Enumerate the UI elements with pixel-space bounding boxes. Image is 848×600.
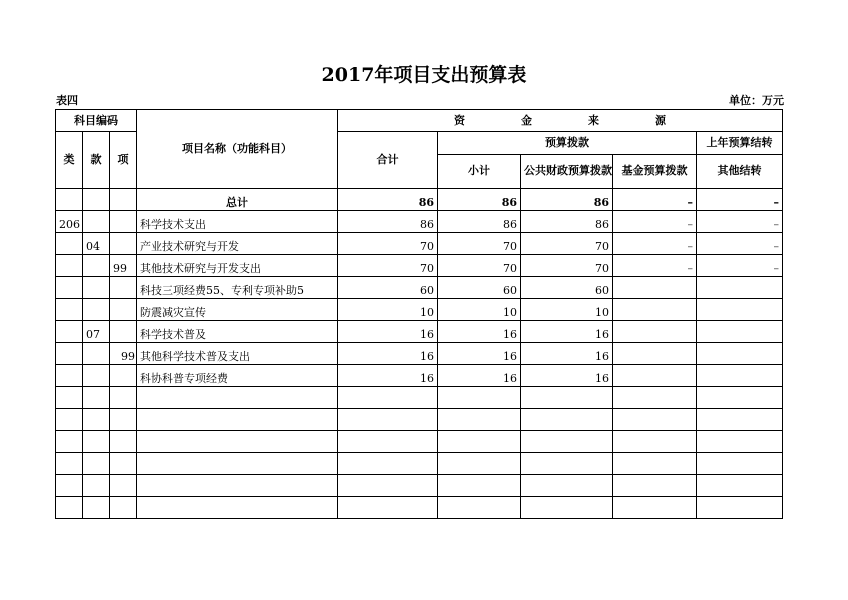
- xiang-cell: 99: [110, 343, 137, 365]
- total-cell: 16: [338, 321, 438, 343]
- fund-budget-cell: –: [613, 233, 697, 255]
- item-name-cell: 其他技术研究与开发支出: [137, 255, 338, 277]
- lei-cell: 206: [56, 211, 83, 233]
- table-row: [56, 299, 783, 321]
- lei-cell: [56, 299, 83, 321]
- total-cell: 70: [338, 233, 438, 255]
- other-carryover-cell: [697, 431, 783, 453]
- kuan-cell: [83, 475, 110, 497]
- xiang-cell: [110, 453, 137, 475]
- subtotal-cell: 60: [438, 277, 521, 299]
- xiang-cell: [110, 233, 137, 255]
- kuan-cell: [83, 409, 110, 431]
- fund-budget-cell: [613, 365, 697, 387]
- xiang-header: 项: [110, 132, 137, 189]
- xiang-cell: [110, 409, 137, 431]
- other-carryover-cell: [697, 453, 783, 475]
- table-row: [56, 431, 783, 453]
- other-carryover-cell: [697, 277, 783, 299]
- lei-cell: [56, 321, 83, 343]
- subtotal-cell: 70: [438, 233, 521, 255]
- other-carryover-cell: [697, 299, 783, 321]
- other-carryover-cell: [697, 475, 783, 497]
- fund-budget-cell: –: [613, 255, 697, 277]
- kuan-cell: [83, 277, 110, 299]
- table-row: [56, 255, 783, 277]
- other-carryover-cell: [697, 409, 783, 431]
- total-cell: [338, 387, 438, 409]
- kuan-cell: [83, 211, 110, 233]
- fund-budget-cell: –: [613, 211, 697, 233]
- public-finance-cell: 70: [521, 255, 613, 277]
- total-cell: [338, 409, 438, 431]
- fund-budget-cell: [613, 431, 697, 453]
- fund-budget-cell: [613, 299, 697, 321]
- subtotal-cell: [438, 409, 521, 431]
- public-finance-cell: [521, 409, 613, 431]
- lei-cell: [56, 409, 83, 431]
- item-name-cell: [137, 475, 338, 497]
- total-cell: 60: [338, 277, 438, 299]
- other-carryover-cell: –: [697, 189, 783, 211]
- fund-budget-cell: [613, 453, 697, 475]
- item-name-cell: 总计: [137, 189, 338, 211]
- total-header: 合计: [338, 132, 438, 189]
- fund-budget-cell: [613, 409, 697, 431]
- table-row: [56, 387, 783, 409]
- kuan-cell: [83, 365, 110, 387]
- public-finance-cell: [521, 453, 613, 475]
- subtotal-cell: 10: [438, 299, 521, 321]
- other-carryover-cell: [697, 343, 783, 365]
- xiang-cell: [110, 277, 137, 299]
- total-cell: [338, 497, 438, 519]
- item-name-cell: [137, 497, 338, 519]
- subtotal-cell: 16: [438, 321, 521, 343]
- table-row: [56, 277, 783, 299]
- lei-header: 类: [56, 132, 83, 189]
- lei-cell: [56, 365, 83, 387]
- xiang-cell: [110, 211, 137, 233]
- item-name-cell: [137, 387, 338, 409]
- table-row: [56, 365, 783, 387]
- public-finance-cell: [521, 387, 613, 409]
- public-finance-cell: [521, 497, 613, 519]
- kuan-cell: 07: [83, 321, 110, 343]
- item-name-cell: 产业技术研究与开发: [137, 233, 338, 255]
- table-row: [56, 409, 783, 431]
- fund-budget-cell: [613, 497, 697, 519]
- budget-allocation-header: 预算拨款: [438, 132, 697, 155]
- subtotal-cell: [438, 387, 521, 409]
- total-cell: 86: [338, 189, 438, 211]
- lei-cell: [56, 189, 83, 211]
- prior-year-carryover-header: 上年预算结转: [697, 132, 783, 155]
- public-finance-cell: 16: [521, 343, 613, 365]
- fund-budget-cell: [613, 343, 697, 365]
- other-carryover-cell: –: [697, 255, 783, 277]
- lei-cell: [56, 277, 83, 299]
- lei-cell: [56, 255, 83, 277]
- table-row: [56, 475, 783, 497]
- public-finance-cell: 60: [521, 277, 613, 299]
- xiang-cell: [110, 321, 137, 343]
- kuan-cell: [83, 387, 110, 409]
- kuan-cell: [83, 497, 110, 519]
- item-name-cell: [137, 409, 338, 431]
- lei-cell: [56, 475, 83, 497]
- subject-code-header: 科目编码: [56, 110, 137, 132]
- item-name-cell: 科学技术普及: [137, 321, 338, 343]
- xiang-cell: [110, 475, 137, 497]
- xiang-cell: [110, 299, 137, 321]
- item-name-cell: [137, 453, 338, 475]
- other-carryover-cell: [697, 497, 783, 519]
- table-row: [56, 321, 783, 343]
- item-name-cell: 其他科学技术普及支出: [137, 343, 338, 365]
- unit-label: 单位：万元: [729, 94, 784, 107]
- xiang-cell: 99: [110, 255, 137, 277]
- kuan-cell: 04: [83, 233, 110, 255]
- other-carryover-cell: [697, 321, 783, 343]
- xiang-cell: [110, 387, 137, 409]
- kuan-cell: [83, 189, 110, 211]
- public-finance-cell: 86: [521, 189, 613, 211]
- funding-source-header: 资 金 来 源: [338, 110, 783, 132]
- public-finance-header: 公共财政预算拨款: [521, 154, 613, 188]
- fund-budget-header: 基金预算拨款: [613, 154, 697, 188]
- item-name-cell: 科协科普专项经费: [137, 365, 338, 387]
- item-name-cell: [137, 431, 338, 453]
- fund-budget-cell: [613, 277, 697, 299]
- table-row: [56, 233, 783, 255]
- table-row: [56, 211, 783, 233]
- public-finance-cell: 86: [521, 211, 613, 233]
- lei-cell: [56, 343, 83, 365]
- table-row: [56, 497, 783, 519]
- kuan-cell: [83, 343, 110, 365]
- subtotal-cell: [438, 453, 521, 475]
- lei-cell: [56, 453, 83, 475]
- total-cell: 16: [338, 365, 438, 387]
- table-body: [56, 189, 783, 519]
- lei-cell: [56, 387, 83, 409]
- lei-cell: [56, 431, 83, 453]
- xiang-cell: [110, 431, 137, 453]
- kuan-cell: [83, 299, 110, 321]
- table-label: 表四: [56, 94, 78, 107]
- total-cell: 86: [338, 211, 438, 233]
- other-carryover-cell: [697, 387, 783, 409]
- total-cell: [338, 431, 438, 453]
- fund-budget-cell: [613, 321, 697, 343]
- item-name-cell: 科技三项经费55、专利专项补助5: [137, 277, 338, 299]
- budget-table: [55, 109, 783, 519]
- subtotal-cell: 16: [438, 343, 521, 365]
- item-name-header: 项目名称（功能科目）: [137, 110, 338, 189]
- public-finance-cell: 16: [521, 365, 613, 387]
- subtotal-cell: [438, 497, 521, 519]
- total-cell: [338, 453, 438, 475]
- fund-budget-cell: –: [613, 189, 697, 211]
- lei-cell: [56, 233, 83, 255]
- other-carryover-cell: [697, 365, 783, 387]
- kuan-header: 款: [83, 132, 110, 189]
- xiang-cell: [110, 189, 137, 211]
- item-name-cell: 防震减灾宣传: [137, 299, 338, 321]
- kuan-cell: [83, 431, 110, 453]
- other-carryover-header: 其他结转: [697, 154, 783, 188]
- subtotal-header: 小计: [438, 154, 521, 188]
- fund-budget-cell: [613, 475, 697, 497]
- public-finance-cell: 70: [521, 233, 613, 255]
- kuan-cell: [83, 255, 110, 277]
- public-finance-cell: 16: [521, 321, 613, 343]
- subtotal-cell: 16: [438, 365, 521, 387]
- subtotal-cell: 86: [438, 189, 521, 211]
- total-cell: 70: [338, 255, 438, 277]
- subtotal-cell: [438, 431, 521, 453]
- total-cell: 16: [338, 343, 438, 365]
- total-row: [56, 189, 783, 211]
- page-title: 2017年项目支出预算表: [321, 64, 527, 86]
- other-carryover-cell: –: [697, 211, 783, 233]
- subtotal-cell: 70: [438, 255, 521, 277]
- table-row: [56, 343, 783, 365]
- kuan-cell: [83, 453, 110, 475]
- lei-cell: [56, 497, 83, 519]
- subtotal-cell: [438, 475, 521, 497]
- public-finance-cell: 10: [521, 299, 613, 321]
- total-cell: 10: [338, 299, 438, 321]
- xiang-cell: [110, 365, 137, 387]
- fund-budget-cell: [613, 387, 697, 409]
- public-finance-cell: [521, 431, 613, 453]
- total-cell: [338, 475, 438, 497]
- xiang-cell: [110, 497, 137, 519]
- subtotal-cell: 86: [438, 211, 521, 233]
- table-row: [56, 453, 783, 475]
- other-carryover-cell: –: [697, 233, 783, 255]
- public-finance-cell: [521, 475, 613, 497]
- item-name-cell: 科学技术支出: [137, 211, 338, 233]
